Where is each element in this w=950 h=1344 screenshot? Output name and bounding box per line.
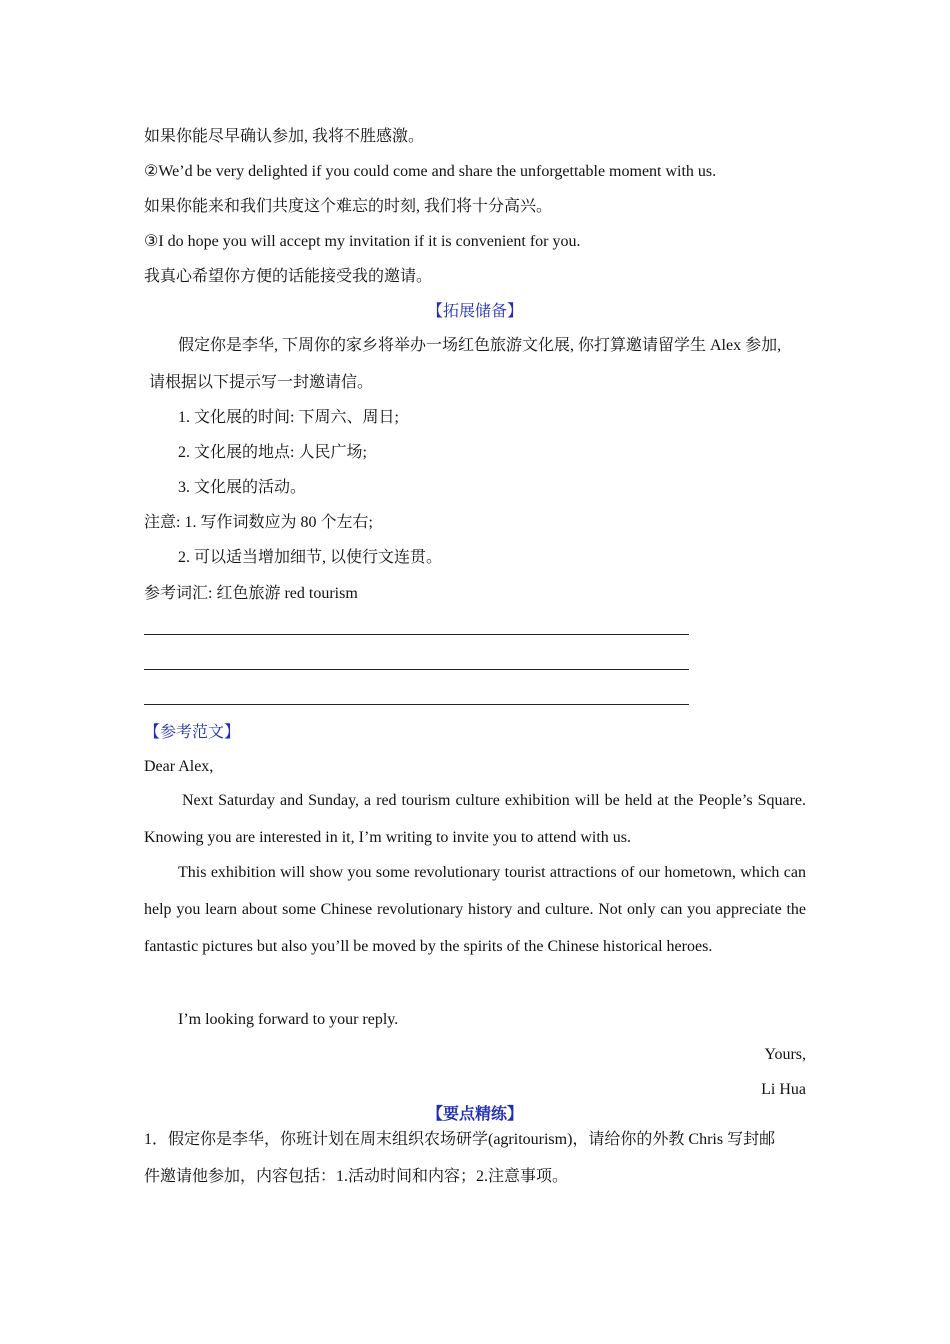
prompt-line-2: 请根据以下提示写一封邀请信。 xyxy=(149,374,374,391)
prompt-item-3: 3. 文化展的活动。 xyxy=(178,479,307,496)
practice-question-line-1: 1．假定你是李华，你班计划在周末组织农场研学(agritourism)，请给你的外教 Chris 写封邮 xyxy=(144,1131,776,1148)
letter-signature: Li Hua xyxy=(761,1081,806,1098)
letter-greeting: Dear Alex, xyxy=(144,758,214,775)
letter-closing: Yours, xyxy=(764,1046,806,1063)
chinese-translation-2: 如果你能来和我们共度这个难忘的时刻, 我们将十分高兴。 xyxy=(144,198,553,215)
extension-heading: 【拓展储备】 xyxy=(426,303,523,320)
reference-vocabulary: 参考词汇: 红色旅游 red tourism xyxy=(144,585,358,602)
english-sentence-3: ③I do hope you will accept my invitation if it is convenient for you. xyxy=(144,233,581,250)
chinese-translation-1: 如果你能尽早确认参加, 我将不胜感激。 xyxy=(144,128,425,145)
letter-paragraph-3: I’m looking forward to your reply. xyxy=(178,1011,399,1028)
note-line-2: 2. 可以适当增加细节, 以使行文连贯。 xyxy=(178,549,443,566)
note-line-1: 注意: 1. 写作词数应为 80 个左右; xyxy=(144,514,373,531)
prompt-item-2: 2. 文化展的地点: 人民广场; xyxy=(178,444,367,461)
practice-question-line-2: 件邀请他参加，内容包括：1.活动时间和内容；2.注意事项。 xyxy=(144,1168,569,1185)
chinese-translation-3: 我真心希望你方便的话能接受我的邀请。 xyxy=(144,268,433,285)
prompt-line-1: 假定你是李华, 下周你的家乡将举办一场红色旅游文化展, 你打算邀请留学生 Alex 参加, xyxy=(178,337,782,354)
practice-heading: 【要点精练】 xyxy=(426,1106,523,1123)
answer-blank-line-1 xyxy=(144,634,689,635)
english-sentence-2: ②We’d be very delighted if you could come and share the unforgettable moment with us. xyxy=(144,163,717,180)
answer-blank-line-2 xyxy=(144,669,689,670)
sample-heading: 【参考范文】 xyxy=(144,724,241,741)
prompt-item-1: 1. 文化展的时间: 下周六、周日; xyxy=(178,409,399,426)
letter-paragraph-1: Next Saturday and Sunday, a red tourism culture exhibition will be held at the People’s Square. Knowing you are interested in it, I’m writing to invite you to attend with us. xyxy=(144,792,806,846)
answer-blank-line-3 xyxy=(144,704,689,705)
letter-paragraph-2: This exhibition will show you some revolutionary tourist attractions of our hometown, which can help you learn about some Chinese revolutionary history and culture. Not only can you appreciate the fantastic pictures but also you’ll be moved by the spirits of the Chinese historical heroes. xyxy=(144,864,806,955)
